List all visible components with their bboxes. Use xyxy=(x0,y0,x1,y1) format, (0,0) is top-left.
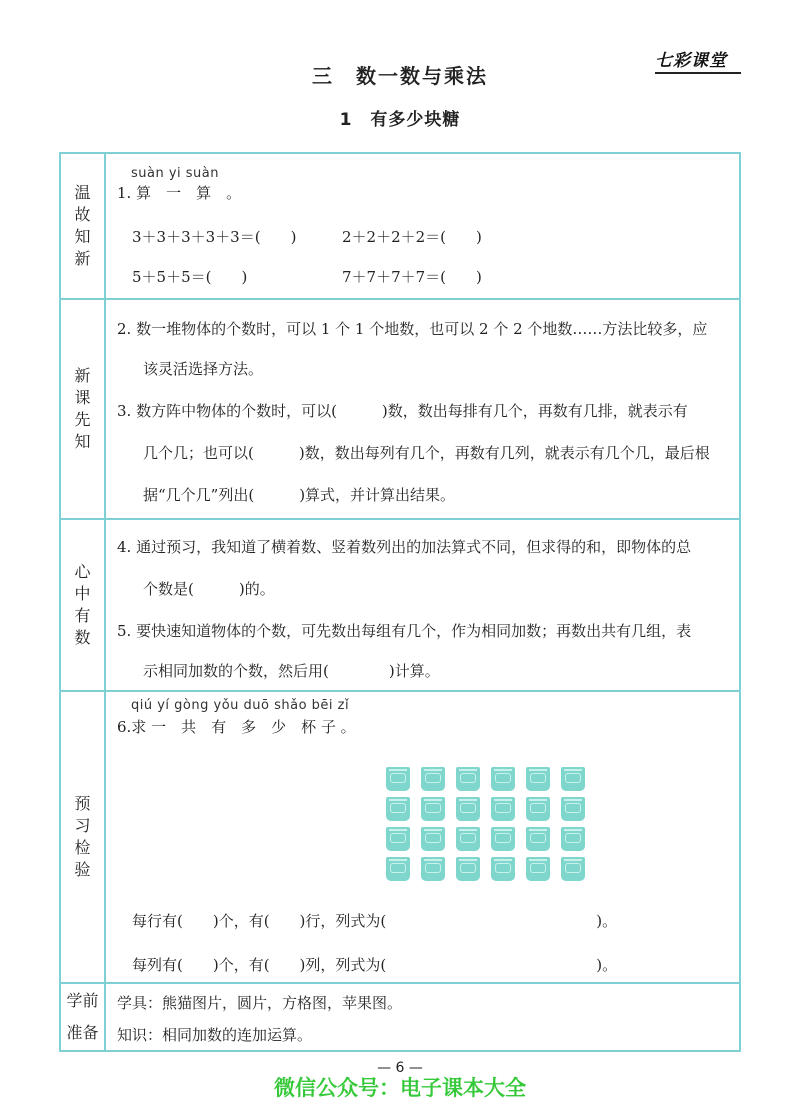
question-1-title: 1. 算 一 算 。 xyxy=(117,184,242,202)
lesson-title: 1 有多少块糖 xyxy=(339,110,461,130)
watermark: 微信公众号：电子课本大全 xyxy=(274,1076,526,1100)
cup-icon xyxy=(526,857,550,881)
question-6-title: 6.求 一 共 有 多 少 杯 子 。 xyxy=(117,718,356,736)
cup-icon xyxy=(561,827,585,851)
section-label: 学前 准备 xyxy=(61,984,106,1050)
section-content xyxy=(117,692,729,982)
paragraph-line: 几个几；也可以( )数，数出每列有几个，再数有几列，就表示有几个几，最后根 xyxy=(143,444,710,462)
cup-icon xyxy=(561,797,585,821)
tools-line: 学具：熊猫图片，圆片，方格图，苹果图。 xyxy=(117,994,403,1012)
pinyin-line: suàn yi suàn xyxy=(131,166,220,181)
cup-icon xyxy=(421,857,445,881)
section-content xyxy=(117,300,729,518)
section-content xyxy=(117,984,729,1050)
equation-4: 7＋7＋7＋7＝( ) xyxy=(342,268,482,286)
cup-icon xyxy=(561,767,585,791)
answer-line-cols: 每列有( )个，有( )列，列式为( )。 xyxy=(132,956,618,974)
cup-icon xyxy=(386,767,410,791)
cup-icon xyxy=(456,797,480,821)
cup-icon xyxy=(491,827,515,851)
cup-icon xyxy=(491,857,515,881)
section-label: 心中有数 xyxy=(61,520,106,690)
cup-icon xyxy=(491,767,515,791)
paragraph-line: 3. 数方阵中物体的个数时，可以( )数，数出每排有几个，再数有几排，就表示有 xyxy=(117,402,688,420)
worksheet-table xyxy=(59,152,741,1052)
cup-icon xyxy=(421,767,445,791)
answer-line-rows: 每行有( )个，有( )行，列式为( )。 xyxy=(132,912,618,930)
paragraph-line: 2. 数一堆物体的个数时，可以 1 个 1 个地数，也可以 2 个 2 个地数……方法比较多，应 xyxy=(117,320,708,338)
cup-icon xyxy=(526,827,550,851)
cup-icon xyxy=(491,797,515,821)
section-understanding xyxy=(61,520,739,692)
brand-logo: 七彩课堂 xyxy=(655,46,741,74)
paragraph-line: 5. 要快速知道物体的个数，可先数出每组有几个，作为相同加数；再数出共有几组，表 xyxy=(117,622,692,640)
knowledge-line: 知识：相同加数的连加运算。 xyxy=(117,1026,313,1044)
section-content xyxy=(117,520,729,690)
paragraph-line: 该灵活选择方法。 xyxy=(143,360,264,378)
paragraph-line: 个数是( )的。 xyxy=(143,580,275,598)
equation-3: 5＋5＋5＝( ) xyxy=(132,268,248,286)
equation-1: 3＋3＋3＋3＋3＝( ) xyxy=(132,228,297,246)
unit-title: 三 数一数与乘法 xyxy=(312,64,488,88)
cup-icon xyxy=(421,827,445,851)
cup-icon xyxy=(526,767,550,791)
cup-icon xyxy=(386,797,410,821)
cup-icon xyxy=(526,797,550,821)
cup-icon xyxy=(421,797,445,821)
cup-icon xyxy=(456,767,480,791)
section-label: 温故知新 xyxy=(61,154,106,298)
section-label: 预习检验 xyxy=(61,692,106,982)
cup-icon xyxy=(561,857,585,881)
paragraph-line: 示相同加数的个数，然后用( )计算。 xyxy=(143,662,440,680)
section-preparation xyxy=(61,984,739,1050)
section-review xyxy=(61,154,739,300)
cup-icon xyxy=(456,827,480,851)
equation-2: 2＋2＋2＋2＝( ) xyxy=(342,228,482,246)
section-label: 新课先知 xyxy=(61,300,106,518)
cup-icon xyxy=(456,857,480,881)
cup-icon xyxy=(386,857,410,881)
cup-icon xyxy=(386,827,410,851)
section-preview xyxy=(61,300,739,520)
paragraph-line: 据“几个几”列出( )算式，并计算出结果。 xyxy=(143,486,456,504)
section-check xyxy=(61,692,739,984)
page-number: — 6 — xyxy=(377,1060,423,1076)
section-content xyxy=(117,154,729,298)
paragraph-line: 4. 通过预习，我知道了横着数、竖着数列出的加法算式不同，但求得的和，即物体的总 xyxy=(117,538,692,556)
pinyin-line: qiú yí gòng yǒu duō shǎo bēi zǐ xyxy=(131,698,350,713)
